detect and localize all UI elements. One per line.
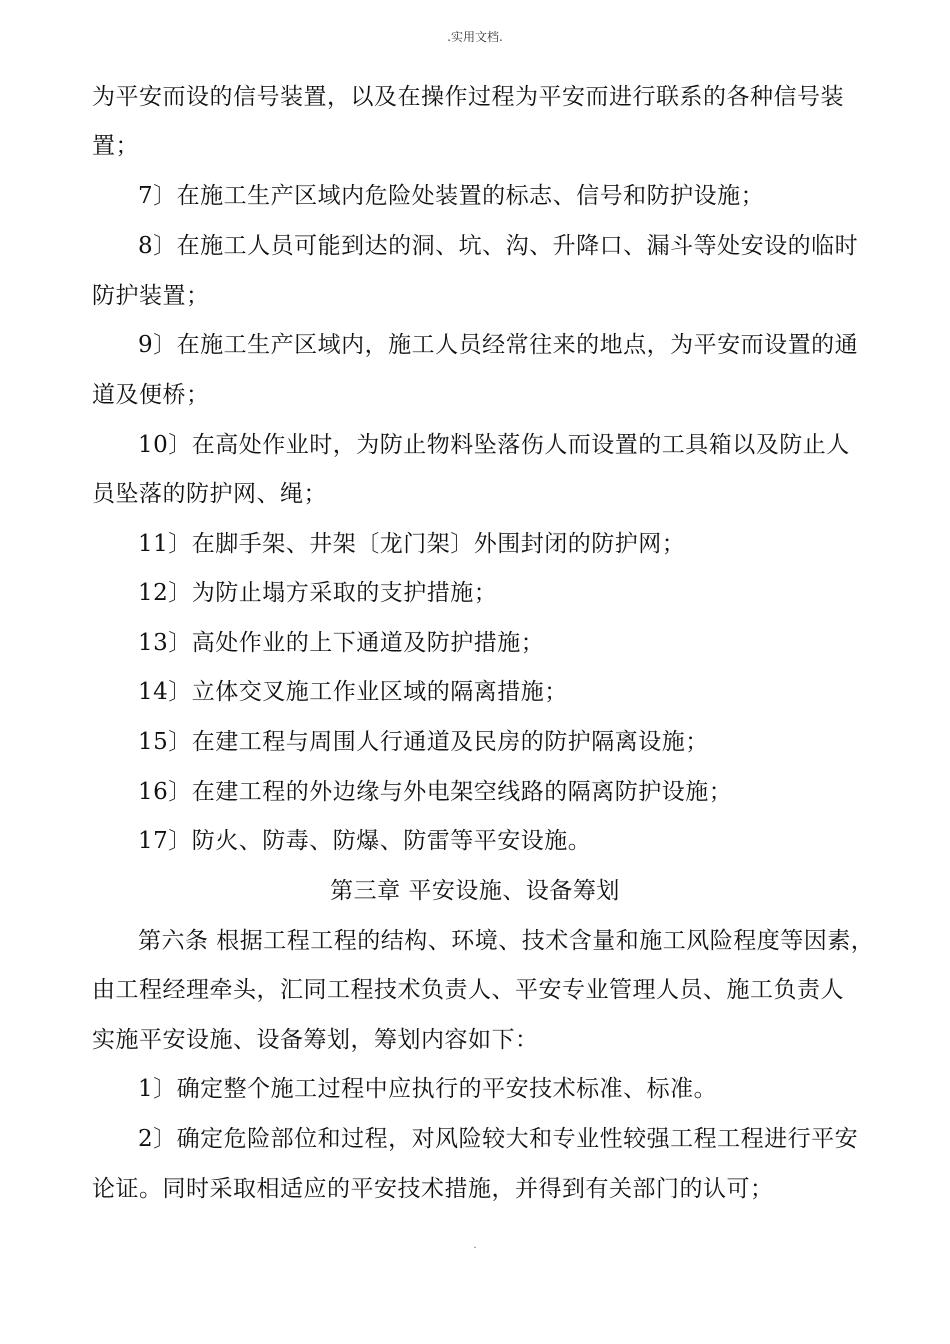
plan-item-1: 1〕确定整个施工过程中应执行的平安技术标准、标准。 (138, 1076, 718, 1102)
list-item-10: 10〕在高处作业时，为防止物料坠落伤人而设置的工具箱以及防止人 (138, 432, 850, 458)
text-line: 论证。同时采取相适应的平安技术措施，并得到有关部门的认可； (92, 1176, 774, 1202)
list-item-9: 9〕在施工生产区域内，施工人员经常往来的地点，为平安而设置的通 (138, 332, 859, 358)
article-6-text: 第六条 根据工程工程的结构、环境、技术含量和施工风险程度等因素， (138, 928, 875, 954)
text-line: 置； (92, 133, 139, 159)
list-item-12: 12〕为防止塌方采取的支护措施； (138, 580, 498, 606)
list-item-8: 8〕在施工人员可能到达的洞、坑、沟、升降口、漏斗等处安设的临时 (138, 233, 859, 259)
list-item-7: 7〕在施工生产区域内危险处装置的标志、信号和防护设施； (138, 183, 765, 209)
page-header: .实用文档. (447, 30, 503, 44)
list-item-13: 13〕高处作业的上下通道及防护措施； (138, 630, 545, 656)
page-footer: . (473, 1240, 477, 1251)
text-line: 由工程经理牵头，汇同工程技术负责人、平安专业管理人员、施工负责人 (92, 977, 844, 1003)
text-line: 为平安而设的信号装置，以及在操作过程为平安而进行联系的各种信号装 (92, 84, 844, 110)
text-line: 防护装置； (92, 283, 210, 309)
text-line: 员坠落的防护网、绳； (92, 481, 327, 507)
text-line: 实施平安设施、设备筹划，筹划内容如下： (92, 1027, 539, 1053)
list-item-11: 11〕在脚手架、井架〔龙门架〕外围封闭的防护网； (138, 531, 686, 557)
text-line: 道及便桥； (92, 382, 210, 408)
list-item-15: 15〕在建工程与周围人行通道及民房的防护隔离设施； (138, 729, 709, 755)
list-item-14: 14〕立体交叉施工作业区域的隔离措施； (138, 679, 568, 705)
chapter-heading: 第三章 平安设施、设备筹划 (330, 878, 620, 904)
plan-item-2: 2〕确定危险部位和过程，对风险较大和专业性较强工程工程进行平安 (138, 1126, 859, 1152)
list-item-16: 16〕在建工程的外边缘与外电架空线路的隔离防护设施； (138, 779, 733, 805)
list-item-17: 17〕防火、防毒、防爆、防雷等平安设施。 (138, 828, 592, 854)
